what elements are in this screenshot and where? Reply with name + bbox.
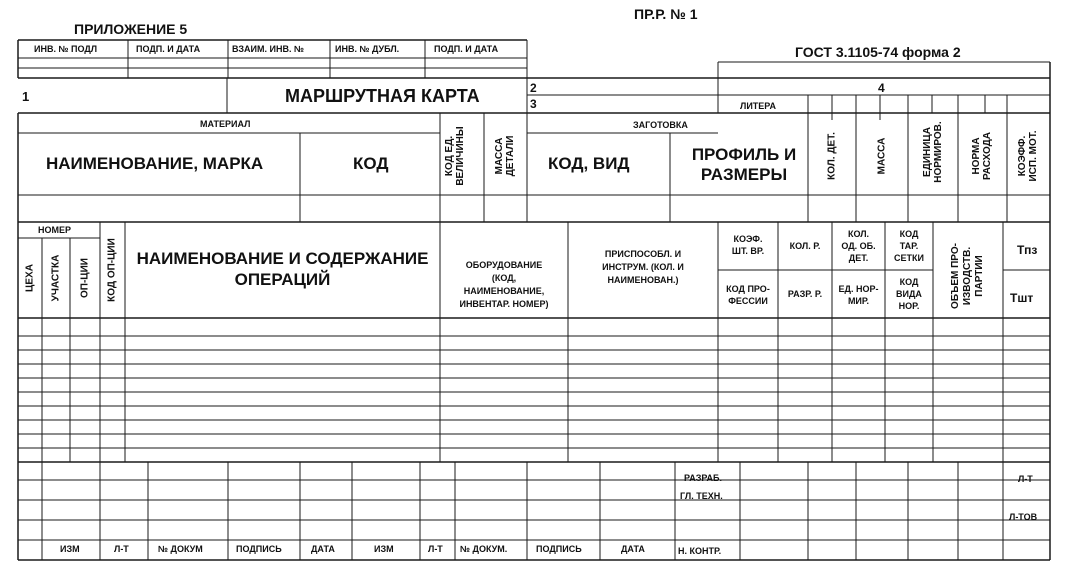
operation-name-label: НАИМЕНОВАНИЕ И СОДЕРЖАНИЕ ОПЕРАЦИЙ xyxy=(136,249,429,289)
vzaim-inv-label: ВЗАИМ. ИНВ. № xyxy=(232,44,304,54)
footer-doc-no-2: № ДОКУМ. xyxy=(460,544,508,554)
gost-label: ГОСТ 3.1105-74 форма 2 xyxy=(795,44,961,60)
footer-signature: ПОДПИСЬ xyxy=(236,544,282,554)
footer-lt-2: Л-Т xyxy=(428,544,443,554)
cell-4: 4 xyxy=(878,81,885,95)
coef-time-label: КОЭФ. ШТ. ВР. xyxy=(731,234,765,256)
podp-data-label: ПОДП. И ДАТА xyxy=(136,44,201,54)
operation-label: ОП-ЦИИ xyxy=(79,258,91,298)
footer-sheet: Л-Т xyxy=(1018,474,1033,484)
footer-signature-2: ПОДПИСЬ xyxy=(536,544,582,554)
material-name-label: НАИМЕНОВАНИЕ, МАРКА xyxy=(46,154,264,173)
shop-label: ЦЕХА xyxy=(24,264,36,292)
inv-dubl-label: ИНВ. № ДУБЛ. xyxy=(335,44,400,54)
section-label: УЧАСТКА xyxy=(50,254,62,302)
footer-izm: ИЗМ xyxy=(60,544,80,554)
blank-code-kind-label: КОД, ВИД xyxy=(548,154,630,173)
tooling-label: ПРИСПОСОБЛ. И ИНСТРУМ. (КОЛ. И НАИМЕНОВАН.) xyxy=(602,249,684,285)
batch-volume-label: ОБЪЕМ ПРО- ИЗВОДСТВ. ПАРТИИ xyxy=(950,243,985,309)
tpz-label: Тпз xyxy=(1017,243,1038,257)
footer-norm-control: Н. КОНТР. xyxy=(678,546,722,556)
footer-doc-no: № ДОКУМ xyxy=(158,544,203,554)
inv-podl-label: ИНВ. № ПОДЛ xyxy=(34,44,98,54)
unit-code-label: КОД ЕД. ВЕЛИЧИНЫ xyxy=(444,126,466,186)
footer-lt: Л-Т xyxy=(114,544,129,554)
unit-norming-label: ЕД. НОР- МИР. xyxy=(838,284,879,306)
mass-detail-label: МАССА ДЕТАЛИ xyxy=(494,135,516,177)
card-title: МАРШРУТНАЯ КАРТА xyxy=(285,86,480,106)
norm-consumption-label: НОРМА РАСХОДА xyxy=(971,131,993,181)
appendix-label: ПРИЛОЖЕНИЕ 5 xyxy=(74,21,188,37)
podp-data-2-label: ПОДП. И ДАТА xyxy=(434,44,499,54)
footer-sheets: Л-ТОВ xyxy=(1009,512,1038,522)
footer-chief-tech: ГЛ. ТЕХН. xyxy=(680,491,723,501)
blank-group-label: ЗАГОТОВКА xyxy=(633,120,688,130)
profession-code-label: КОД ПРО- ФЕССИИ xyxy=(726,284,770,306)
qty-det-label: КОЛ. ДЕТ. xyxy=(826,132,838,180)
footer-developed: РАЗРАБ. xyxy=(684,473,723,483)
grade-label: РАЗР. Р. xyxy=(787,289,823,299)
tariff-code-label: КОД ТАР. СЕТКИ xyxy=(894,229,924,263)
footer-date-2: ДАТА xyxy=(621,544,645,554)
coef-material-label: КОЭФФ. ИСП. МОТ. xyxy=(1017,130,1039,182)
number-group-label: НОМЕР xyxy=(38,225,72,235)
material-code-label: КОД xyxy=(353,154,389,173)
cell-1: 1 xyxy=(22,89,30,104)
unit-norm-label: ЕДИНИЦА НОРМИРОВ. xyxy=(922,121,944,183)
mass-label: МАССА xyxy=(876,137,888,175)
tsht-label: Тшт xyxy=(1010,291,1034,305)
cell-2: 2 xyxy=(530,81,537,95)
profile-sizes-label: ПРОФИЛЬ И РАЗМЕРЫ xyxy=(691,145,797,184)
parts-qty-label: КОЛ. ОД. ОБ. ДЕТ. xyxy=(841,229,876,263)
workers-qty-label: КОЛ. Р. xyxy=(789,241,821,251)
equipment-label: ОБОРУДОВАНИЕ (КОД, НАИМЕНОВАНИЕ, ИНВЕНТАР. НОМЕР) xyxy=(459,260,549,309)
footer-date: ДАТА xyxy=(311,544,335,554)
cell-3: 3 xyxy=(530,97,537,111)
pr-number: ПР.Р. № 1 xyxy=(634,6,698,22)
litera-label: ЛИТЕРА xyxy=(740,101,776,111)
op-code-label: КОД ОП-ЦИИ xyxy=(106,238,118,302)
footer-izm-2: ИЗМ xyxy=(374,544,394,554)
material-group-label: МАТЕРИАЛ xyxy=(200,119,251,129)
payment-code-label: КОД ВИДА НОР. xyxy=(896,277,922,311)
